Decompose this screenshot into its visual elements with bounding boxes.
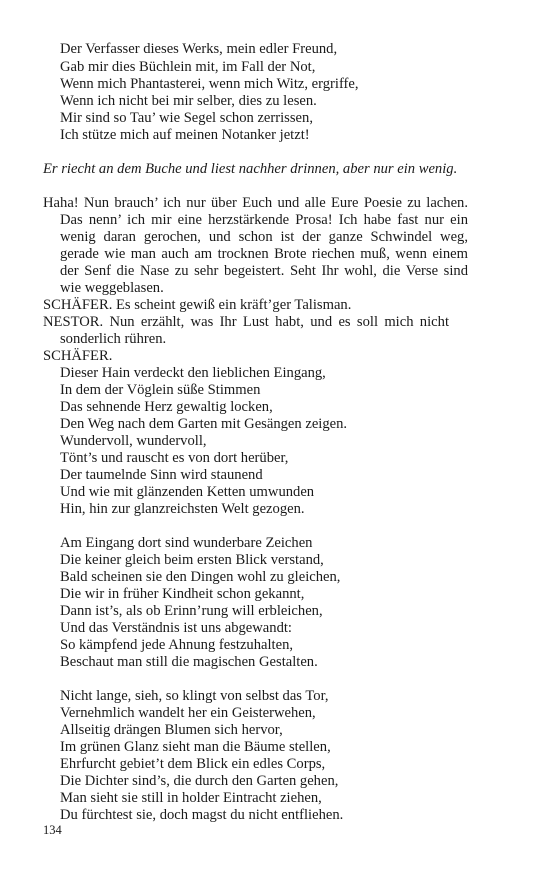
verse-line: Beschaut man still die magischen Gestalten. — [60, 654, 318, 670]
prose-line: Das nenn’ ich mir eine herzstärkende Prosa! Ich habe fast nur ein — [60, 212, 468, 228]
verse-line: Gab mir dies Büchlein mit, im Fall der Not, — [60, 59, 316, 75]
speaker-heading-schaefer: SCHÄFER. — [43, 348, 113, 364]
verse-line: Und wie mit glänzenden Ketten umwunden — [60, 484, 315, 500]
verse-line: Ich stütze mich auf meinen Notanker jetzt! — [60, 127, 310, 143]
verse-line: Im grünen Glanz sieht man die Bäume stellen, — [60, 739, 331, 755]
prose-line: der Senf die Nase zu sehr begeistert. Seht Ihr wohl, die Verse sind — [60, 263, 468, 279]
stage-direction: Er riecht an dem Buche und liest nachher drinnen, aber nur ein wenig. — [43, 161, 458, 177]
verse-line: Bald scheinen sie den Dingen wohl zu gleichen, — [60, 569, 341, 585]
verse-line: Allseitig drängen Blumen sich hervor, — [60, 722, 283, 738]
verse-line: Du fürchtest sie, doch magst du nicht entfliehen. — [60, 807, 344, 823]
verse-line: Und das Verständnis ist uns abgewandt: — [60, 620, 292, 636]
verse-line: Vernehmlich wandelt her ein Geisterwehen, — [60, 705, 316, 721]
prose-line: Haha! Nun brauch’ ich nur über Euch und alle Eure Poesie zu lachen. — [43, 195, 468, 211]
verse-line: Hin, hin zur glanzreichsten Welt gezogen. — [60, 501, 305, 517]
verse-line: Den Weg nach dem Garten mit Gesängen zeigen. — [60, 416, 348, 432]
verse-line: Die wir in früher Kindheit schon gekannt, — [60, 586, 305, 602]
verse-line: Der taumelnde Sinn wird staunend — [60, 467, 263, 483]
prose-line: wie weggeblasen. — [60, 280, 164, 296]
verse-line: Das sehnende Herz gewaltig locken, — [60, 399, 273, 415]
verse-line: Wundervoll, wundervoll, — [60, 433, 207, 449]
page-number: 134 — [43, 823, 62, 837]
verse-line: Wenn ich nicht bei mir selber, dies zu lesen. — [60, 93, 317, 109]
verse-line: So kämpfend jede Ahnung festzuhalten, — [60, 637, 294, 653]
verse-line: Tönt’s und rauscht es von dort herüber, — [60, 450, 289, 466]
verse-line: Nicht lange, sieh, so klingt von selbst das Tor, — [60, 688, 329, 704]
verse-line: Die keiner gleich beim ersten Blick verstand, — [60, 552, 324, 568]
verse-line: Wenn mich Phantasterei, wenn mich Witz, ergriffe, — [60, 76, 359, 92]
verse-line: In dem der Vöglein süße Stimmen — [60, 382, 261, 398]
verse-line: Ehrfurcht gebiet’t dem Blick ein edles Corps, — [60, 756, 326, 772]
verse-line: Der Verfasser dieses Werks, mein edler Freund, — [60, 41, 338, 57]
prose-line: gerade wie man auch am trocknen Brote riechen muß, wenn einem — [60, 246, 468, 262]
verse-line: Mir sind so Tau’ wie Segel schon zerrissen, — [60, 110, 313, 126]
speaker-line-schaefer: SCHÄFER. Es scheint gewiß ein kräft’ger Talisman. — [43, 297, 352, 313]
prose-line: wenig daran gerochen, und schon ist der ganze Schwindel weg, — [60, 229, 468, 245]
speaker-line-nestor: NESTOR. Nun erzählt, was Ihr Lust habt, und es soll mich nicht — [43, 314, 449, 330]
verse-line: Dann ist’s, als ob Erinn’rung will erbleichen, — [60, 603, 323, 619]
verse-line: Am Eingang dort sind wunderbare Zeichen — [60, 535, 313, 551]
verse-line: Die Dichter sind’s, die durch den Garten gehen, — [60, 773, 339, 789]
verse-line: Man sieht sie still in holder Eintracht ziehen, — [60, 790, 322, 806]
speaker-line-nestor: sonderlich rühren. — [60, 331, 167, 347]
verse-line: Dieser Hain verdeckt den lieblichen Eingang, — [60, 365, 326, 381]
